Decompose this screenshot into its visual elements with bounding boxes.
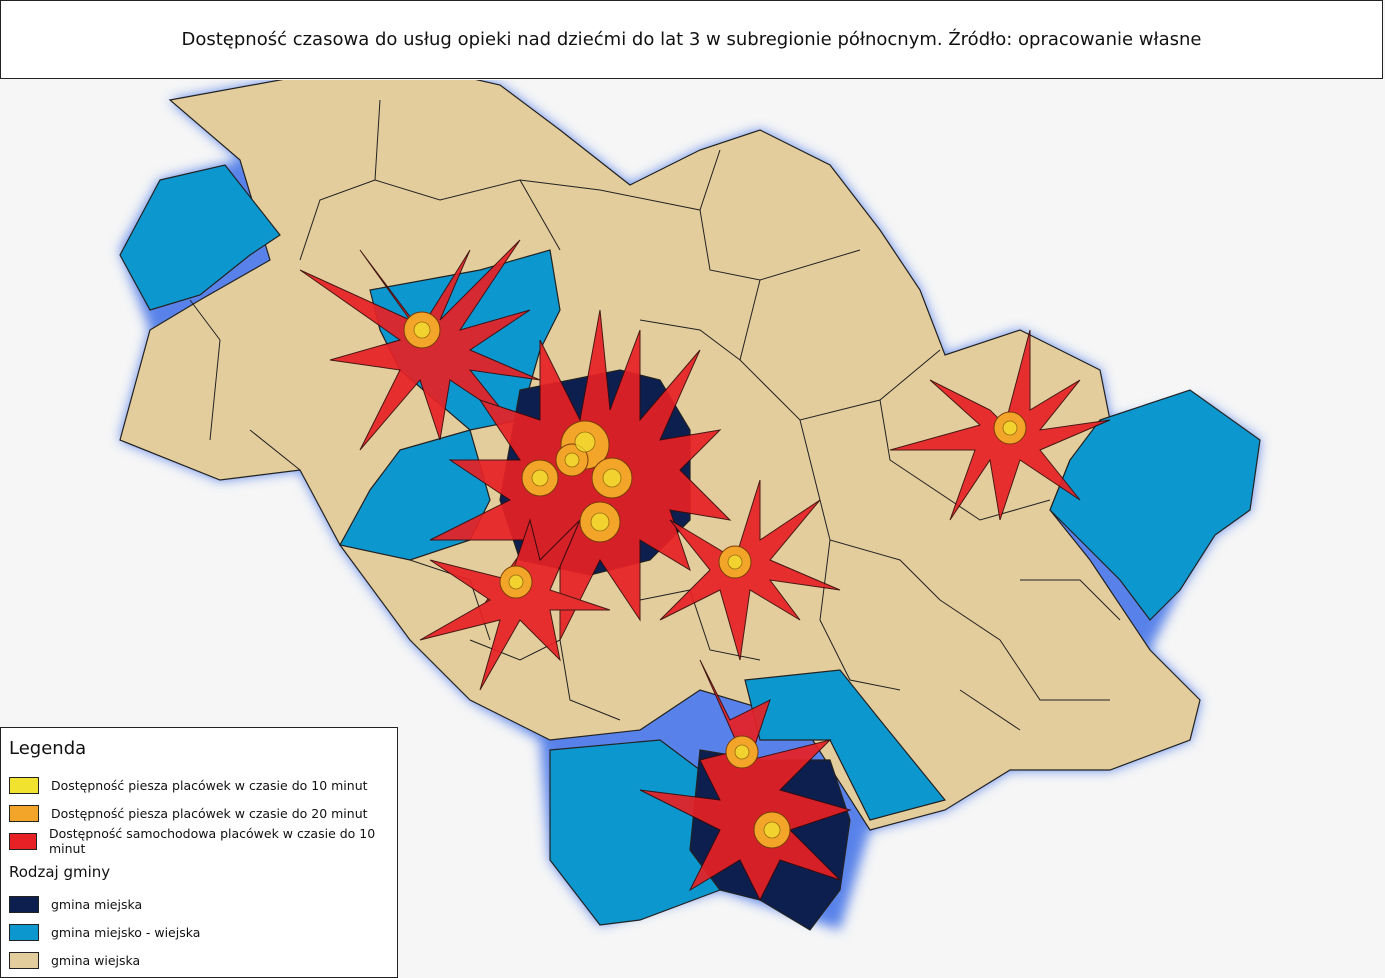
legend-heading: Legenda [9, 738, 87, 759]
legend-item-car-10 [9, 827, 389, 855]
legend-item-rural [9, 946, 389, 974]
legend-swatch-rural [9, 952, 39, 969]
legend-swatch-walk-20 [9, 805, 39, 822]
map-title: Dostępność czasowa do usług opieki nad dziećmi do lat 3 w subregionie północnym. Źródło: opracowanie własne [0, 0, 1383, 79]
legend-subheading: Rodzaj gminy [9, 863, 111, 881]
legend-swatch-walk-10 [9, 777, 39, 794]
legend-item-urban [9, 890, 389, 918]
legend-label-car-10: Dostępność samochodowa placówek w czasie do 10 minut [48, 826, 376, 856]
legend-label-urban: gmina miejska [51, 896, 143, 912]
legend-label-walk-20: Dostępność piesza placówek w czasie do 20 minut [51, 805, 368, 821]
legend-label-walk-10: Dostępność piesza placówek w czasie do 10 minut [51, 777, 368, 793]
legend-swatch-car-10 [9, 833, 37, 850]
legend-item-urban-rural [9, 918, 389, 946]
legend-swatch-urban [9, 896, 39, 913]
legend-item-walk-10 [9, 771, 389, 799]
legend-label-rural: gmina wiejska [51, 952, 141, 968]
map-legend [0, 727, 398, 978]
legend-label-urban-rural: gmina miejsko - wiejska [51, 924, 201, 940]
legend-swatch-urban-rural [9, 924, 39, 941]
legend-item-walk-20 [9, 799, 389, 827]
